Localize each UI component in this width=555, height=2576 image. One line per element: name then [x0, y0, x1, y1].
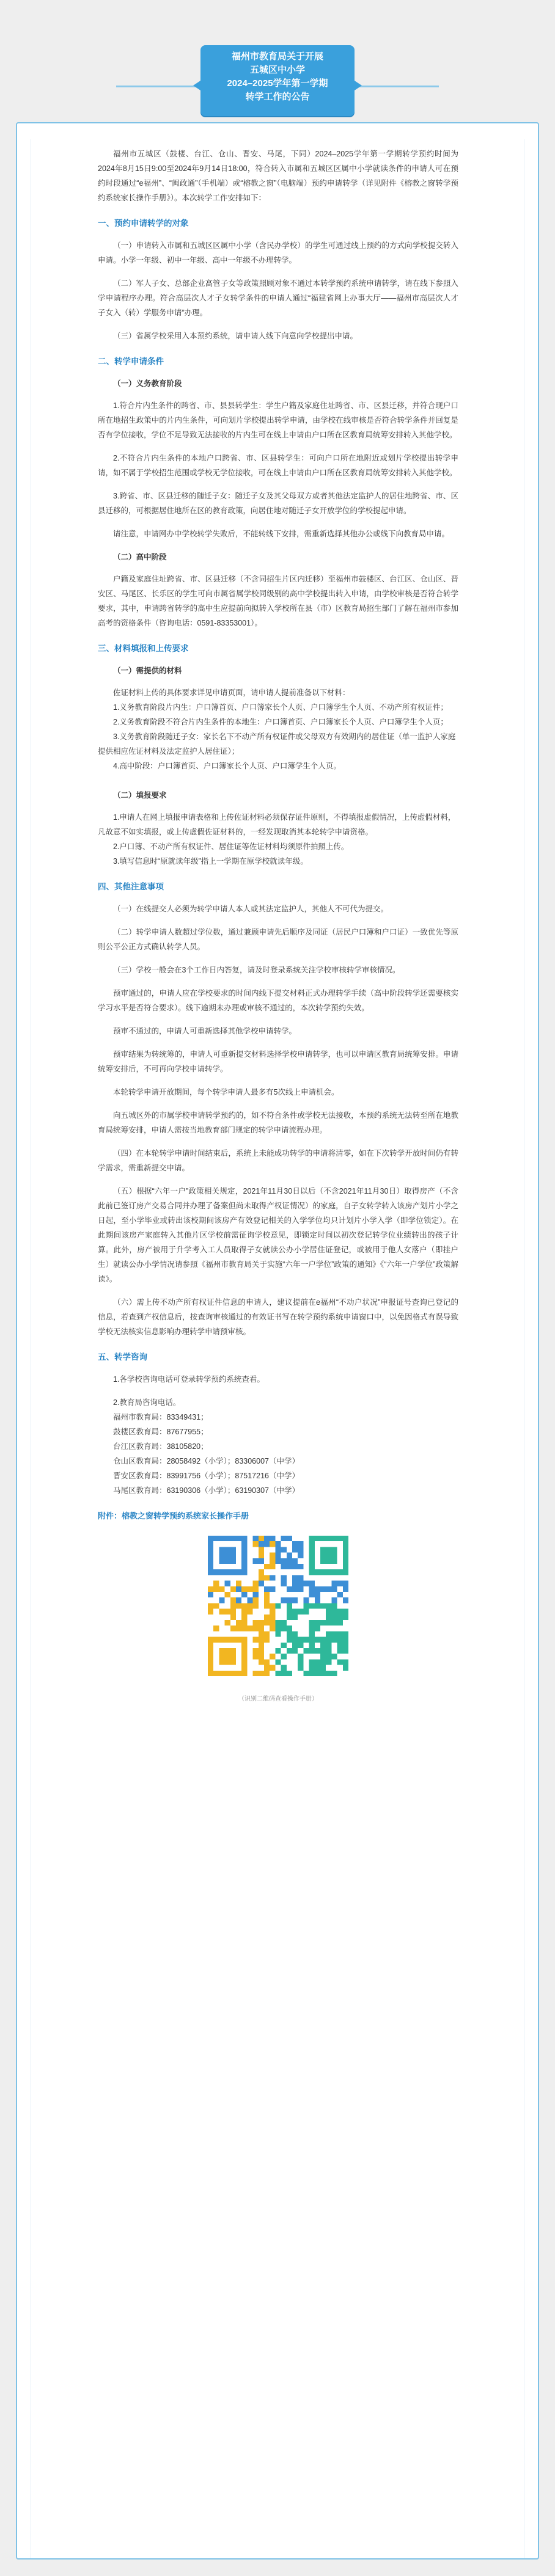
qr-code-block — [208, 1536, 348, 1719]
intro-paragraph: 福州市五城区（鼓楼、台江、仓山、晋安、马尾，下同）2024–2025学年第一学期转学预约时间为2024年8月15日9:00至2024年9月14日18:00，符合转入市属和五城区区属中小学就读条件的申请人可在预约时段通过“e福州”、“闽政通”（手机端）或“榕教之窗”（电脑端）预约申请转学（详见附件《榕教之窗转学预约系统家长操作手册》）。本次转学工作安排如下： — [98, 150, 458, 202]
list-item: 2.户口簿、不动产所有权证件、居住证等佐证材料均须原件拍照上传。 — [113, 842, 349, 851]
paragraph: 3.跨省、市、区县迁移的随迁子女：随迁子女及其父母双方或者其他法定监护人的居住地跨省、市、区县迁移的，可根据居住地所在区的教育政策，向居住地对随迁子女开放学位的学校提起申请。 — [98, 492, 458, 515]
paragraph: （三）省属学校采用入本预约系统，请申请人线下向意向学校提出申请。 — [113, 332, 358, 340]
qr-caption: （识别二维码查看操作手册） — [238, 1696, 318, 1702]
contact-line: 福州市教育局：83349431； — [113, 1413, 208, 1421]
header-rule-left — [116, 86, 200, 87]
subsection-heading: （二）填报要求 — [113, 791, 167, 800]
paragraph: （六）需上传不动产所有权证件信息的申请人，建议提前在e福州“不动户状况”申报证号查询已登记的信息，若查到产权信息后，按查询审核通过的有效证书写在转学预约系统申请窗口中，以免因格式有误导致学校无法核实信息影响办理转学申请预审核。 — [98, 1298, 458, 1336]
attachment-title[interactable]: 附件：榕教之窗转学预约系统家长操作手册 — [98, 1511, 249, 1520]
contact-line: 仓山区教育局：28058492（小学）；83306007（中学） — [113, 1457, 300, 1465]
section-heading: 四、其他注意事项 — [98, 882, 164, 891]
list-item: 佐证材料上传的具体要求详见申请页面，请申请人提前准备以下材料： — [113, 688, 350, 697]
paragraph: 预审通过的，申请人应在学校要求的时间内线下提交材料正式办理转学手续（高中阶段转学还需要核实学习水平是否符合要求）。线下逾期未办理或审核不通过的，本次转学预约失效。 — [98, 989, 458, 1012]
paragraph: 向五城区外的市属学校申请转学预约的，如不符合条件或学校无法接收，本预约系统无法转至所在地教育局统筹安排，申请人需按当地教育部门规定的转学申请流程办理。 — [98, 1111, 458, 1134]
paragraph: 请注意，申请网办中学校转学失败后，不能转线下安排，需重新选择其他办公或线下向教育局申请。 — [113, 530, 450, 538]
paragraph: （一）申请转入市属和五城区区属中小学（含民办学校）的学生可通过线上预约的方式向学校提交转入申请。小学一年级、初中一年级、高中一年级不办理转学。 — [98, 241, 458, 265]
paragraph: 预审不通过的，申请人可重新选择其他学校申请转学。 — [113, 1027, 297, 1035]
list-item: 4.高中阶段：户口簿首页、户口簿家长个人页、户口簿学生个人页。 — [113, 762, 341, 770]
contact-line: 晋安区教育局：83991756（小学）；87517216（中学） — [113, 1472, 300, 1480]
paragraph: （三）学校一般会在3个工作日内答复，请及时登录系统关注学校审核转学审核情况。 — [113, 966, 400, 974]
list-item: 3.填写信息时“原就读年级”指上一学期在原学校就读年级。 — [113, 857, 308, 866]
paragraph: （五）根据“六年一户”政策相关规定，2021年11月30日以后（不含2021年11月30日）取得房产（不含此前已签订房产交易合同并办理了备案但尚未取得产权证情况）的家庭，自子女转学转入该房产划片小学之日起，至小学毕业或转出该校期间该房产有效登记相关的入学学位均只计划片小学入学（即学位锁定）。在此期间该房产家庭转入其他片区学校前需征询学校意见，即锁定时间以初次登记转学位业绩转出的孩子计算。此外，房产被用于升学考入工人员取得子女就读公办小学居住证登记，或被用于他人女落户（即挂户生）就读公办小学情况请参照《福州市教育局关于实施“六年一户学位”政策的通知》《“六年一户学位”政策解读》。 — [98, 1187, 458, 1283]
title-line: 2024–2025学年第一学期 — [227, 78, 328, 89]
title-line: 五城区中小学 — [249, 65, 305, 75]
list-item: 1.申请人在网上填报申请表格和上传佐证材料必须保存证件原则，不得填报虚假情况，上传虚假材料，凡故意不如实填报，或上传虚假佐证材料的，一经发现取消其本轮转学申请资格。 — [98, 813, 456, 836]
paragraph: 1.符合片内生条件的跨省、市、县县转学生：学生户籍及家庭住址跨省、市、区县迁移，并符合现户口所在地招生政策中的片内生条件，可向划片学校提出转学申请，由学校在线审核是否符合转学条件并回复是否有学位接收，学位不足导致无法接收的片内生可在线上申请由户口所在区教育局统筹安排转入其他学校。 — [98, 401, 458, 439]
subsection-heading: （一）需提供的材料 — [113, 666, 182, 675]
contact-line: 台江区教育局：38105820； — [113, 1442, 208, 1451]
title-arrow-right — [355, 81, 362, 90]
title-line: 福州市教育局关于开展 — [231, 51, 323, 62]
paragraph: （一）在线提交人必须为转学申请人本人或其法定监护人，其他人不可代为提交。 — [113, 905, 389, 913]
contact-line: 鼓楼区教育局：87677955； — [113, 1428, 208, 1436]
title-line: 转学工作的公告 — [245, 92, 310, 102]
paragraph: （二）转学申请人数超过学位数，通过兼顾申请先后顺序及同证（居民户口簿和户口证）一致优先等原则公平公正方式确认转学人员。 — [98, 928, 458, 951]
section-heading: 一、预约申请转学的对象 — [98, 219, 189, 228]
paragraph: 2.不符合片内生条件的本地户口跨省、市、区县转学生：可向户口所在地附近或划片学校提出转学申请，如不属于学校招生范围或学校无学位接收，可在线上申请由户口所在区教育局统筹安排转入其他学校。 — [98, 454, 458, 477]
section-heading: 五、转学咨询 — [98, 1352, 147, 1362]
page-title — [200, 45, 355, 116]
subsection-heading: （一）义务教育阶段 — [113, 379, 182, 388]
article-body — [98, 147, 458, 1719]
paragraph: 预审结果为转统筹的，申请人可重新提交材料选择学校申请转学，也可以申请区教育局统筹安排。申请统筹安排后，不可再向学校申请转学。 — [98, 1050, 458, 1073]
paragraph: （四）在本轮转学申请时间结束后，系统上未能成功转学的申请将清零，如在下次转学开放时间仍有转学需求，需重新提交申请。 — [98, 1149, 458, 1172]
header-rule-right — [355, 86, 439, 87]
contact-line: 1.各学校咨询电话可登录转学预约系统查看。 — [113, 1375, 265, 1384]
qr-code-image[interactable] — [208, 1536, 348, 1676]
subsection-heading: （二）高中阶段 — [113, 553, 167, 561]
list-item: 2.义务教育阶段不符合片内生条件的本地生：户口簿首页、户口簿家长个人页、户口簿学生个人页； — [113, 718, 448, 726]
contact-line: 马尾区教育局：63190306（小学）；63190307（中学） — [113, 1486, 300, 1495]
section-heading: 二、转学申请条件 — [98, 357, 164, 366]
paragraph: 户籍及家庭住址跨省、市、区县迁移（不含同招生片区内迁移）至福州市鼓楼区、台江区、仓山区、晋安区、马尾区、长乐区的学生可向市属省属学校同级别的高中学校提出转入申请，由学校审核是否符合转学要求，其中，申请跨省转学的高中生应提前向拟转入学校所在县（市）区教育局招生部门了解在福州市参加高考的资格条件（咨询电话：0591-83353001）。 — [98, 575, 458, 627]
paragraph: 本轮转学申请开放期间，每个转学申请人最多有5次线上申请机会。 — [113, 1088, 339, 1096]
list-item: 1.义务教育阶段片内生：户口簿首页、户口簿家长个人页、户口簿学生个人页、不动产所有权证件； — [113, 703, 448, 712]
paragraph: （二）军人子女、总部企业高管子女等政策照顾对象不通过本转学预约系统申请转学，请在线下参照入学申请程序办理。符合高层次人才子女转学条件的申请人通过“福建省网上办事大厅——福州市高层次人才子女入（转）学服务申请”办理。 — [98, 279, 458, 317]
contact-line: 2.教育局咨询电话。 — [113, 1398, 181, 1407]
title-arrow-left — [193, 81, 200, 90]
section-heading: 三、材料填报和上传要求 — [98, 644, 189, 653]
list-item: 3.义务教育阶段随迁子女：家长名下不动产所有权证件或父母双方有效期内的居住证（单一监护人家庭提供相应佐证材料及法定监护人居住证）； — [98, 732, 456, 756]
